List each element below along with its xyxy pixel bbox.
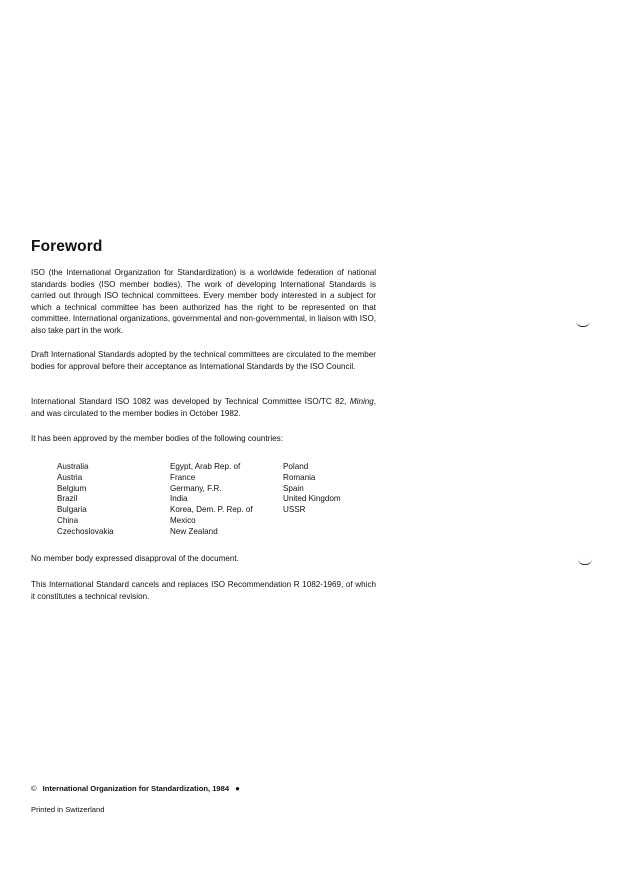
paragraph-approval: It has been approved by the member bodies of the following countries: (31, 434, 283, 443)
margin-mark-icon (576, 321, 590, 327)
paragraph-development (31, 396, 376, 419)
country-name: Australia (57, 462, 89, 471)
paragraph-replacement: This International Standard cancels and replaces ISO Recommendation R 1082-1969, of which it constitutes a technical revision. (31, 580, 376, 601)
country-name: Czechoslovakia (57, 526, 114, 536)
printed-in: Printed in Switzerland (31, 805, 105, 814)
margin-mark-icon (578, 559, 592, 565)
country-column-2 (170, 462, 253, 538)
country-name: Germany, F.R. (170, 483, 222, 493)
country-name: Mexico (170, 515, 196, 525)
copyright-line (31, 784, 240, 793)
country-name: China (57, 515, 79, 525)
development-text-end: , and was circulated to the member bodies in October 1982. (31, 397, 376, 418)
country-name: Romania (283, 472, 316, 482)
country-name: New Zealand (170, 526, 218, 536)
paragraph-disapproval: No member body expressed disapproval of the document. (31, 554, 239, 563)
country-name: Bulgaria (57, 505, 87, 515)
country-name: Poland (283, 462, 309, 471)
country-name: United Kingdom (283, 494, 341, 504)
country-name: India (170, 494, 188, 504)
country-name: Korea, Dem. P. Rep. of (170, 505, 253, 515)
country-name: Brazil (57, 494, 78, 504)
country-column-3 (283, 462, 341, 516)
copyright-icon: © (31, 784, 37, 793)
country-column-1 (57, 462, 114, 538)
country-name: Austria (57, 472, 83, 482)
country-name: France (170, 472, 196, 482)
foreword-heading: Foreword (31, 238, 103, 255)
country-name: Egypt, Arab Rep. of (170, 462, 241, 471)
country-name: Spain (283, 483, 304, 493)
paragraph-iso-description: ISO (the International Organization for Standardization) is a worldwide federation of national standards bodies (ISO member bodies). The work of developing International Standards is carried out through ISO technical committees. Every member body interested in a subject for which a technical committee has been authorized has the right to be represented on that committee. International organizations, governmental and non-governmental, in liaison with ISO, also take part in the work. (31, 268, 376, 335)
copyright-text: International Organization for Standardization, 1984 (42, 784, 230, 793)
country-name: Belgium (57, 483, 87, 493)
paragraph-draft-standards: Draft International Standards adopted by the technical committees are circulated to the member bodies for approval before their acceptance as International Standards by the ISO Council. (31, 350, 376, 371)
bullet-icon: ● (235, 784, 240, 793)
committee-subject: Mining (349, 397, 374, 406)
country-name: USSR (283, 505, 306, 515)
development-text-start: International Standard ISO 1082 was developed by Technical Committee ISO/TC 82, (31, 397, 347, 406)
